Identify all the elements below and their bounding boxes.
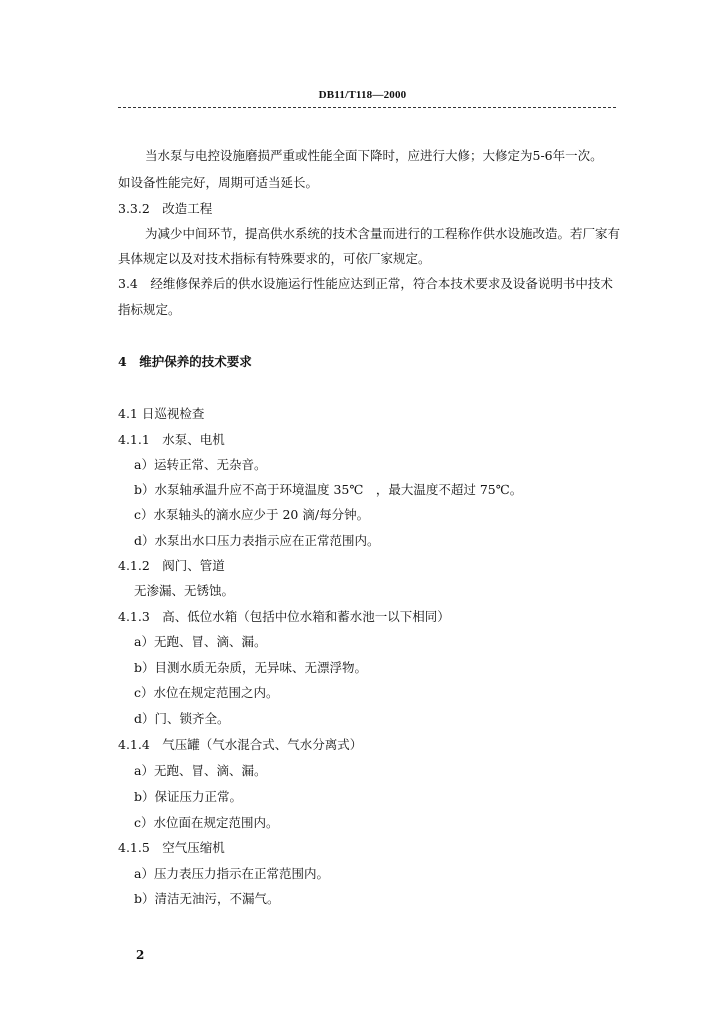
section-heading-4-1: 4.1 日巡视检查: [118, 406, 205, 421]
list-item: c）水位面在规定范围内。: [134, 815, 279, 830]
standard-code-header: DB11/T118—2000: [318, 89, 407, 101]
paragraph-line: 具体规定以及对技术指标有特殊要求的，可依厂家规定。: [118, 251, 431, 266]
paragraph-line: 如设备性能完好，周期可适当延长。: [118, 175, 319, 190]
page-number: 2: [136, 948, 145, 962]
section-heading-4-1-4: 4.1.4 气压罐（气水混合式、气水分离式）: [118, 737, 363, 752]
list-item: a）无跑、冒、滴、漏。: [134, 634, 267, 649]
list-item: a）运转正常、无杂音。: [134, 457, 267, 472]
list-item: b）清洁无油污，不漏气。: [134, 891, 280, 906]
section-heading-4-1-3: 4.1.3 高、低位水箱（包括中位水箱和蓄水池一以下相同）: [118, 609, 450, 624]
paragraph-line: 指标规定。: [118, 302, 181, 317]
paragraph-line: 为减少中间环节，提高供水系统的技术含量而进行的工程称作供水设施改造。若厂家有: [145, 226, 621, 241]
list-item: b）目测水质无杂质，无异味、无漂浮物。: [134, 660, 368, 675]
list-item: a）无跑、冒、滴、漏。: [134, 763, 267, 778]
header-rule: [118, 107, 616, 108]
section-heading-4-1-5: 4.1.5 空气压缩机: [118, 840, 225, 855]
list-item: a）压力表压力指示在正常范围内。: [134, 866, 329, 881]
list-item: b）水泵轴承温升应不高于环境温度 35℃ ，最大温度不超过 75℃。: [134, 482, 523, 497]
section-heading-3-3-2: 3.3.2 改造工程: [118, 201, 213, 216]
list-item: c）水泵轴头的滴水应少于 20 滴/每分钟。: [134, 507, 370, 522]
list-item: c）水位在规定范围之内。: [134, 685, 279, 700]
paragraph-line: 当水泵与电控设施磨损严重或性能全面下降时，应进行大修；大修定为5-6年一次。: [145, 148, 603, 163]
paragraph-line: 无渗漏、无锈蚀。: [134, 583, 235, 598]
list-item: d）水泵出水口压力表指示应在正常范围内。: [134, 533, 380, 548]
list-item: b）保证压力正常。: [134, 789, 243, 804]
section-heading-4-1-2: 4.1.2 阀门、管道: [118, 558, 225, 573]
list-item: d）门、锁齐全。: [134, 711, 230, 726]
chapter-heading-4: 4 维护保养的技术要求: [118, 354, 252, 369]
section-3-4-line: 3.4 经维修保养后的供水设施运行性能应达到正常，符合本技术要求及设备说明书中技术: [118, 276, 613, 291]
section-heading-4-1-1: 4.1.1 水泵、电机: [118, 432, 225, 447]
